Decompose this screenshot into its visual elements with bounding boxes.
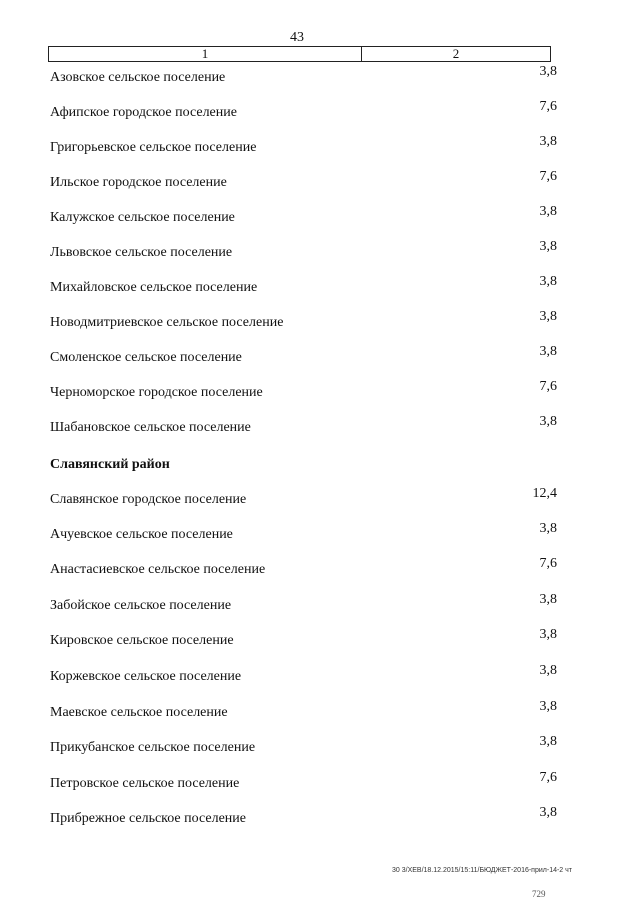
settlement-value: 7,6 [539, 169, 557, 184]
settlement-value: 3,8 [539, 344, 557, 359]
settlement-name: Смоленское сельское поселение [50, 350, 242, 365]
settlement-name: Новодмитриевское сельское поселение [50, 315, 284, 330]
section-heading-row [50, 451, 565, 475]
settlement-name: Прикубанское сельское поселение [50, 740, 256, 755]
settlement-value: 3,8 [539, 699, 557, 714]
table-row [50, 134, 565, 158]
table-row [50, 699, 565, 723]
table-row [50, 414, 565, 438]
table-row [50, 770, 565, 794]
settlement-value: 3,8 [539, 134, 557, 149]
settlement-name: Ачуевское сельское поселение [50, 527, 233, 542]
table-row [50, 805, 565, 829]
table-row [50, 169, 565, 193]
settlement-value: 3,8 [539, 627, 557, 642]
table-row [50, 309, 565, 333]
settlement-value: 3,8 [539, 592, 557, 607]
settlement-name: Петровское сельское поселение [50, 776, 240, 791]
settlement-name: Азовское сельское поселение [50, 70, 226, 85]
column-header-1: 1 [49, 47, 362, 61]
settlement-value: 7,6 [539, 99, 557, 114]
table-row [50, 486, 565, 510]
table-row [50, 663, 565, 687]
column-header-2: 2 [452, 46, 460, 61]
table-header [48, 46, 551, 62]
settlement-name: Забойское сельское поселение [50, 598, 232, 613]
table-row [50, 627, 565, 651]
settlement-name: Ильское городское поселение [50, 175, 227, 190]
settlement-value: 3,8 [539, 64, 557, 79]
settlement-name: Славянское городское поселение [50, 492, 247, 507]
settlement-value: 3,8 [539, 309, 557, 324]
settlement-value: 3,8 [539, 663, 557, 678]
settlement-name: Коржевское сельское поселение [50, 669, 242, 684]
table-row [50, 204, 565, 228]
settlement-value: 7,6 [539, 770, 557, 785]
settlement-value: 7,6 [539, 556, 557, 571]
settlement-name: Маевское сельское поселение [50, 705, 228, 720]
table-row [50, 521, 565, 545]
settlement-name: Григорьевское сельское поселение [50, 140, 257, 155]
settlement-name: Кировское сельское поселение [50, 633, 234, 648]
settlement-name: Калужское сельское поселение [50, 210, 235, 225]
table-row [50, 99, 565, 123]
table-row [50, 379, 565, 403]
settlement-value: 7,6 [539, 379, 557, 394]
page-number: 43 [290, 30, 304, 45]
settlement-value: 3,8 [539, 239, 557, 254]
settlement-value: 3,8 [539, 274, 557, 289]
table-row [50, 274, 565, 298]
settlement-name: Михайловское сельское поселение [50, 280, 258, 295]
settlement-value: 3,8 [539, 521, 557, 536]
settlement-name: Черноморское городское поселение [50, 385, 263, 400]
footer-page-code: 729 [532, 889, 546, 899]
footer-file-reference: 30 3/ХЕВ/18.12.2015/15:11/БЮДЖЕТ-2016-прил-14-2 чт [392, 867, 573, 874]
settlement-value: 3,8 [539, 805, 557, 820]
table-row [50, 592, 565, 616]
settlement-name: Прибрежное сельское поселение [50, 811, 246, 826]
settlement-name: Афипское городское поселение [50, 105, 237, 120]
table-row [50, 344, 565, 368]
table-row [50, 734, 565, 758]
settlement-name: Львовское сельское поселение [50, 245, 233, 260]
settlement-value: 12,4 [532, 486, 557, 501]
settlement-value: 3,8 [539, 734, 557, 749]
table-row [50, 556, 565, 580]
district-heading: Славянский район [50, 457, 170, 472]
settlement-value: 3,8 [539, 204, 557, 219]
settlement-name: Анастасиевское сельское поселение [50, 562, 266, 577]
settlement-name: Шабановское сельское поселение [50, 420, 251, 435]
table-row [50, 239, 565, 263]
table-row [50, 64, 565, 88]
settlement-value: 3,8 [539, 414, 557, 429]
